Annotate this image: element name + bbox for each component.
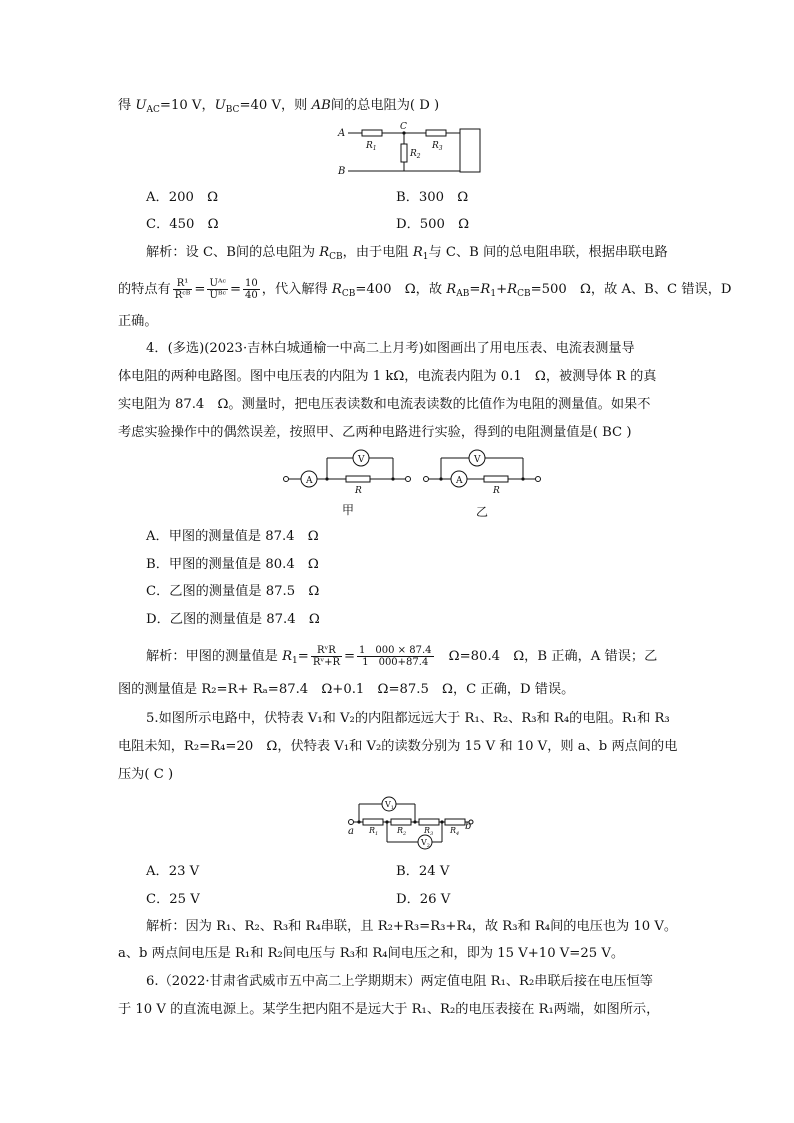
q4-option-d: D．乙图的测量值是 87.4 Ω bbox=[146, 612, 320, 627]
q4-fraction-a: $\frac{\text{RᵛR}}{\text{Rᵛ+R}}$ bbox=[312, 645, 340, 668]
q3-fraction-3: $\frac{10}{40}$ bbox=[245, 278, 258, 301]
q3-node-b-label: B bbox=[338, 166, 346, 177]
q4-jia-ammeter-label: A bbox=[306, 476, 313, 486]
q5-r2-label: $R_2$ bbox=[397, 826, 407, 837]
q3-fraction-2: $\frac{\text{Uᴬᶜ}}{\text{Uᴮᶜ}}$ bbox=[209, 278, 226, 301]
q3-r3-label: $R_3$ bbox=[432, 141, 443, 152]
q4-circuit-yi bbox=[423, 448, 545, 494]
q4-answer: BC bbox=[602, 425, 623, 440]
q6-stem-line-1: 6.（2022·甘肃省武威市五中高二上学期期末）两定值电阻 R₁、R₂串联后接在电压恒等 bbox=[146, 974, 653, 989]
q5-answer: C bbox=[153, 767, 164, 782]
q5-r1-label: $R_1$ bbox=[369, 826, 379, 837]
q4-yi-voltmeter-label: V bbox=[474, 455, 481, 465]
q4-jia-voltmeter-label: V bbox=[358, 455, 365, 465]
q3-r1-label: $R_1$ bbox=[366, 141, 377, 152]
q5-v1-label: $V_1$ bbox=[385, 800, 394, 811]
q3-option-d: D．500 Ω bbox=[396, 217, 470, 232]
q5-solution-line-1: 解析：因为 R₁、R₂、R₃和 R₄串联，且 R₂+R₃=R₃+R₄，故 R₃和 R₄间的电压也为 10 V。 bbox=[146, 919, 678, 934]
q3-option-c: C．450 Ω bbox=[146, 217, 219, 232]
q4-option-a: A．甲图的测量值是 87.4 Ω bbox=[146, 529, 319, 544]
q4-fraction-b: $\frac{1 000 \times 87.4}{1 000+87.4}$ bbox=[359, 645, 432, 668]
q5-option-d: D．26 V bbox=[396, 892, 451, 907]
q5-circuit-diagram bbox=[345, 792, 475, 854]
q3-answer: D bbox=[419, 98, 430, 113]
q4-stem-line-2: 体电阻的两种电路图。图中电压表的内阻为 1 kΩ，电流表内阻为 0.1 Ω，被测导体 R 的真 bbox=[118, 369, 657, 384]
q3-solution-line-3: 正确。 bbox=[118, 314, 158, 329]
q4-solution-line-1: 解析：甲图的测量值是 $R_1=$ $\frac{\text{RᵛR}}{\text{Rᵛ+R}}$ = $\frac{1 000 \times 87.4}{1 000+87.4}$ Ω=80.4 Ω，B 正确，A 错误；乙 bbox=[146, 645, 658, 668]
q4-figure-yi-caption: 乙 bbox=[476, 505, 489, 519]
q5-stem-line-1: 5.如图所示电路中，伏特表 V₁和 V₂的内阻都远远大于 R₁、R₂、R₃和 R₄的电阻。R₁和 R₃ bbox=[146, 711, 670, 726]
q3-r2-label: $R_2$ bbox=[410, 149, 421, 160]
q6-stem-line-2: 于 10 V 的直流电源上。某学生把内阻不是远大于 R₁、R₂的电压表接在 R₁两端，如图所示， bbox=[118, 1002, 660, 1017]
q4-circuit-jia bbox=[283, 448, 413, 494]
q3-node-a-label: A bbox=[338, 128, 346, 139]
q5-option-c: C．25 V bbox=[146, 892, 200, 907]
q5-stem-line-2: 电阻未知，R₂=R₄=20 Ω，伏特表 V₁和 V₂的读数分别为 15 V 和 10 V，则 a、b 两点间的电 bbox=[118, 739, 678, 754]
q3-solution-line-1: 解析：设 C、B间的总电阻为 $R_{CB}$，由于电阻 $R_1$与 C、B 间的总电阻串联，根据串联电路 bbox=[146, 245, 668, 262]
q3-option-a: A．200 Ω bbox=[146, 190, 219, 205]
q4-stem-line-1: 4．(多选)(2023·吉林白城通榆一中高二上月考)如图画出了用电压表、电流表测量导 bbox=[146, 341, 635, 356]
q3-stem: 得 $U_{AC}=10$ V，$U_{BC}=40$ V，则 AB间的总电阻为( D ) bbox=[118, 98, 440, 115]
q4-jia-resistor-label: R bbox=[355, 486, 362, 496]
q4-yi-resistor-label: R bbox=[493, 486, 500, 496]
q3-node-c-label: C bbox=[400, 122, 407, 132]
q5-option-a: A．23 V bbox=[146, 864, 200, 879]
q5-solution-line-2: a、b 两点间电压是 R₁和 R₂间电压与 R₃和 R₄间电压之和，即为 15 V+10 V=25 V。 bbox=[118, 946, 625, 961]
q5-node-a-label: a bbox=[348, 826, 354, 837]
q5-r3-label: $R_3$ bbox=[424, 826, 434, 837]
q4-solution-line-2: 图的测量值是 R₂=R+ Rₐ=87.4 Ω+0.1 Ω=87.5 Ω，C 正确，D 错误。 bbox=[118, 682, 575, 697]
q5-option-b: B．24 V bbox=[396, 864, 450, 879]
q4-stem-line-4: 考虑实验操作中的偶然误差，按照甲、乙两种电路进行实验，得到的电阻测量值是( BC ) bbox=[118, 425, 632, 440]
q5-v2-label: $V_2$ bbox=[421, 838, 430, 849]
q4-yi-ammeter-label: A bbox=[456, 476, 463, 486]
q5-stem-line-3: 压为( C ) bbox=[118, 767, 174, 782]
q4-option-c: C．乙图的测量值是 87.5 Ω bbox=[146, 584, 320, 599]
q3-option-b: B．300 Ω bbox=[396, 190, 469, 205]
q4-option-b: B．甲图的测量值是 80.4 Ω bbox=[146, 557, 319, 572]
q5-r4-label: $R_4$ bbox=[450, 826, 460, 837]
q4-stem-line-3: 实电阻为 87.4 Ω。测量时，把电压表读数和电流表读数的比值作为电阻的测量值。如果不 bbox=[118, 397, 651, 412]
q3-solution-line-2: 的特点有 $\frac{\text{R¹}}{\text{Rᶜᴮ}}$ = $\frac{\text{Uᴬᶜ}}{\text{Uᴮᶜ}}$ = $\frac{10}{40}$ ，代入解得 $R_{CB}=400$ Ω，故 $R_{AB}=R_1+R_{CB}=500$ Ω，故 A、B、C 错误，D bbox=[118, 278, 732, 301]
q3-circuit-diagram bbox=[336, 124, 486, 180]
q4-figure-jia-caption: 甲 bbox=[342, 503, 355, 517]
q3-fraction-1: $\frac{\text{R¹}}{\text{Rᶜᴮ}}$ bbox=[174, 278, 191, 301]
q5-node-b-label: b bbox=[465, 821, 472, 832]
